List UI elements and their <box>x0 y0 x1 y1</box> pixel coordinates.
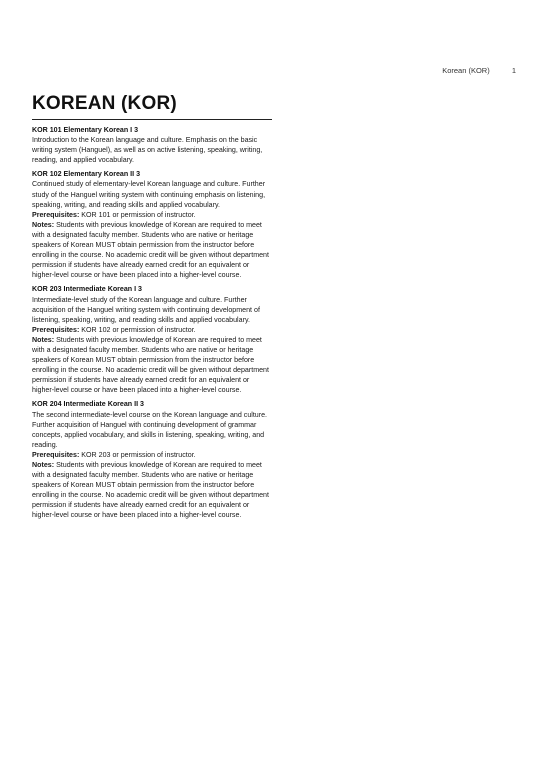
course-description: Intermediate-level study of the Korean language and culture. Further acquisition of the Hanguel writing system with continuing development of listening, speaking, writing, and reading skills and applied vocabulary. <box>32 295 260 324</box>
notes-label: Notes: <box>32 461 55 469</box>
notes-text: Students with previous knowledge of Korean are required to meet with a designated faculty member. Students who are native or heritage speakers of Korean MUST obtain permission from the instructor before enrolling in the course. No academic credit will be given without department permission if students have already earned credit for an equivalent or higher-level course or have been placed into a higher-level course. <box>32 461 269 520</box>
course-kor-102 <box>32 169 272 280</box>
prerequisites-label: Prerequisites: <box>32 325 80 334</box>
course-notes <box>32 335 272 396</box>
course-prerequisites <box>32 210 272 220</box>
course-title: KOR 101 Elementary Korean I 3 <box>32 126 139 134</box>
prerequisites-text: KOR 101 or permission of instructor. <box>81 210 196 219</box>
course-notes <box>32 460 272 521</box>
page-number: 1 <box>511 66 516 75</box>
notes-text: Students with previous knowledge of Korean are required to meet with a designated faculty member. Students who are native or heritage speakers of Korean MUST obtain permission from the instructor before enrolling in the course. No academic credit will be given without department permission if students have already earned credit for an equivalent or higher-level course or have been placed into a higher-level course. <box>32 220 269 280</box>
catalog-content <box>32 93 272 521</box>
course-kor-204 <box>32 399 272 520</box>
course-description: The second intermediate-level course on the Korean language and culture. Further acquisition of Hanguel with continuing development of grammar concepts, applied vocabulary, and skills in listening, speaking, writing, and reading. <box>32 410 268 449</box>
notes-text: Students with previous knowledge of Korean are required to meet with a designated faculty member. Students who are native or heritage speakers of Korean MUST obtain permission from the instructor before enrolling in the course. No academic credit will be given without department permission if students have already earned credit for an equivalent or higher-level course or have been placed into a higher-level course. <box>32 335 269 395</box>
course-prerequisites <box>32 450 272 460</box>
prerequisites-text: KOR 203 or permission of instructor. <box>81 450 196 459</box>
course-description: Continued study of elementary-level Korean language and culture. Further study of the Hanguel writing system with continuing emphasis on listening, speaking, writing, and reading skills and applied vocabulary. <box>32 180 266 209</box>
prerequisites-label: Prerequisites: <box>32 450 80 459</box>
course-kor-203 <box>32 284 272 395</box>
course-prerequisites <box>32 325 272 335</box>
notes-label: Notes: <box>32 335 55 344</box>
running-header <box>442 66 516 75</box>
prerequisites-text: KOR 102 or permission of instructor. <box>81 325 196 334</box>
course-title: KOR 203 Intermediate Korean I 3 <box>32 285 142 294</box>
prerequisites-label: Prerequisites: <box>32 210 80 219</box>
course-notes <box>32 220 272 281</box>
notes-label: Notes: <box>32 220 55 229</box>
course-kor-101 <box>32 125 272 165</box>
course-title: KOR 204 Intermediate Korean II 3 <box>32 400 144 409</box>
course-description: Introduction to the Korean language and culture. Emphasis on the basic writing system (Hanguel), as well as on active listening, speaking, writing, reading, and applied vocabulary. <box>32 136 263 165</box>
page-title: KOREAN (KOR) <box>32 93 272 120</box>
running-title: Korean (KOR) <box>442 66 490 75</box>
course-title: KOR 102 Elementary Korean II 3 <box>32 170 141 179</box>
